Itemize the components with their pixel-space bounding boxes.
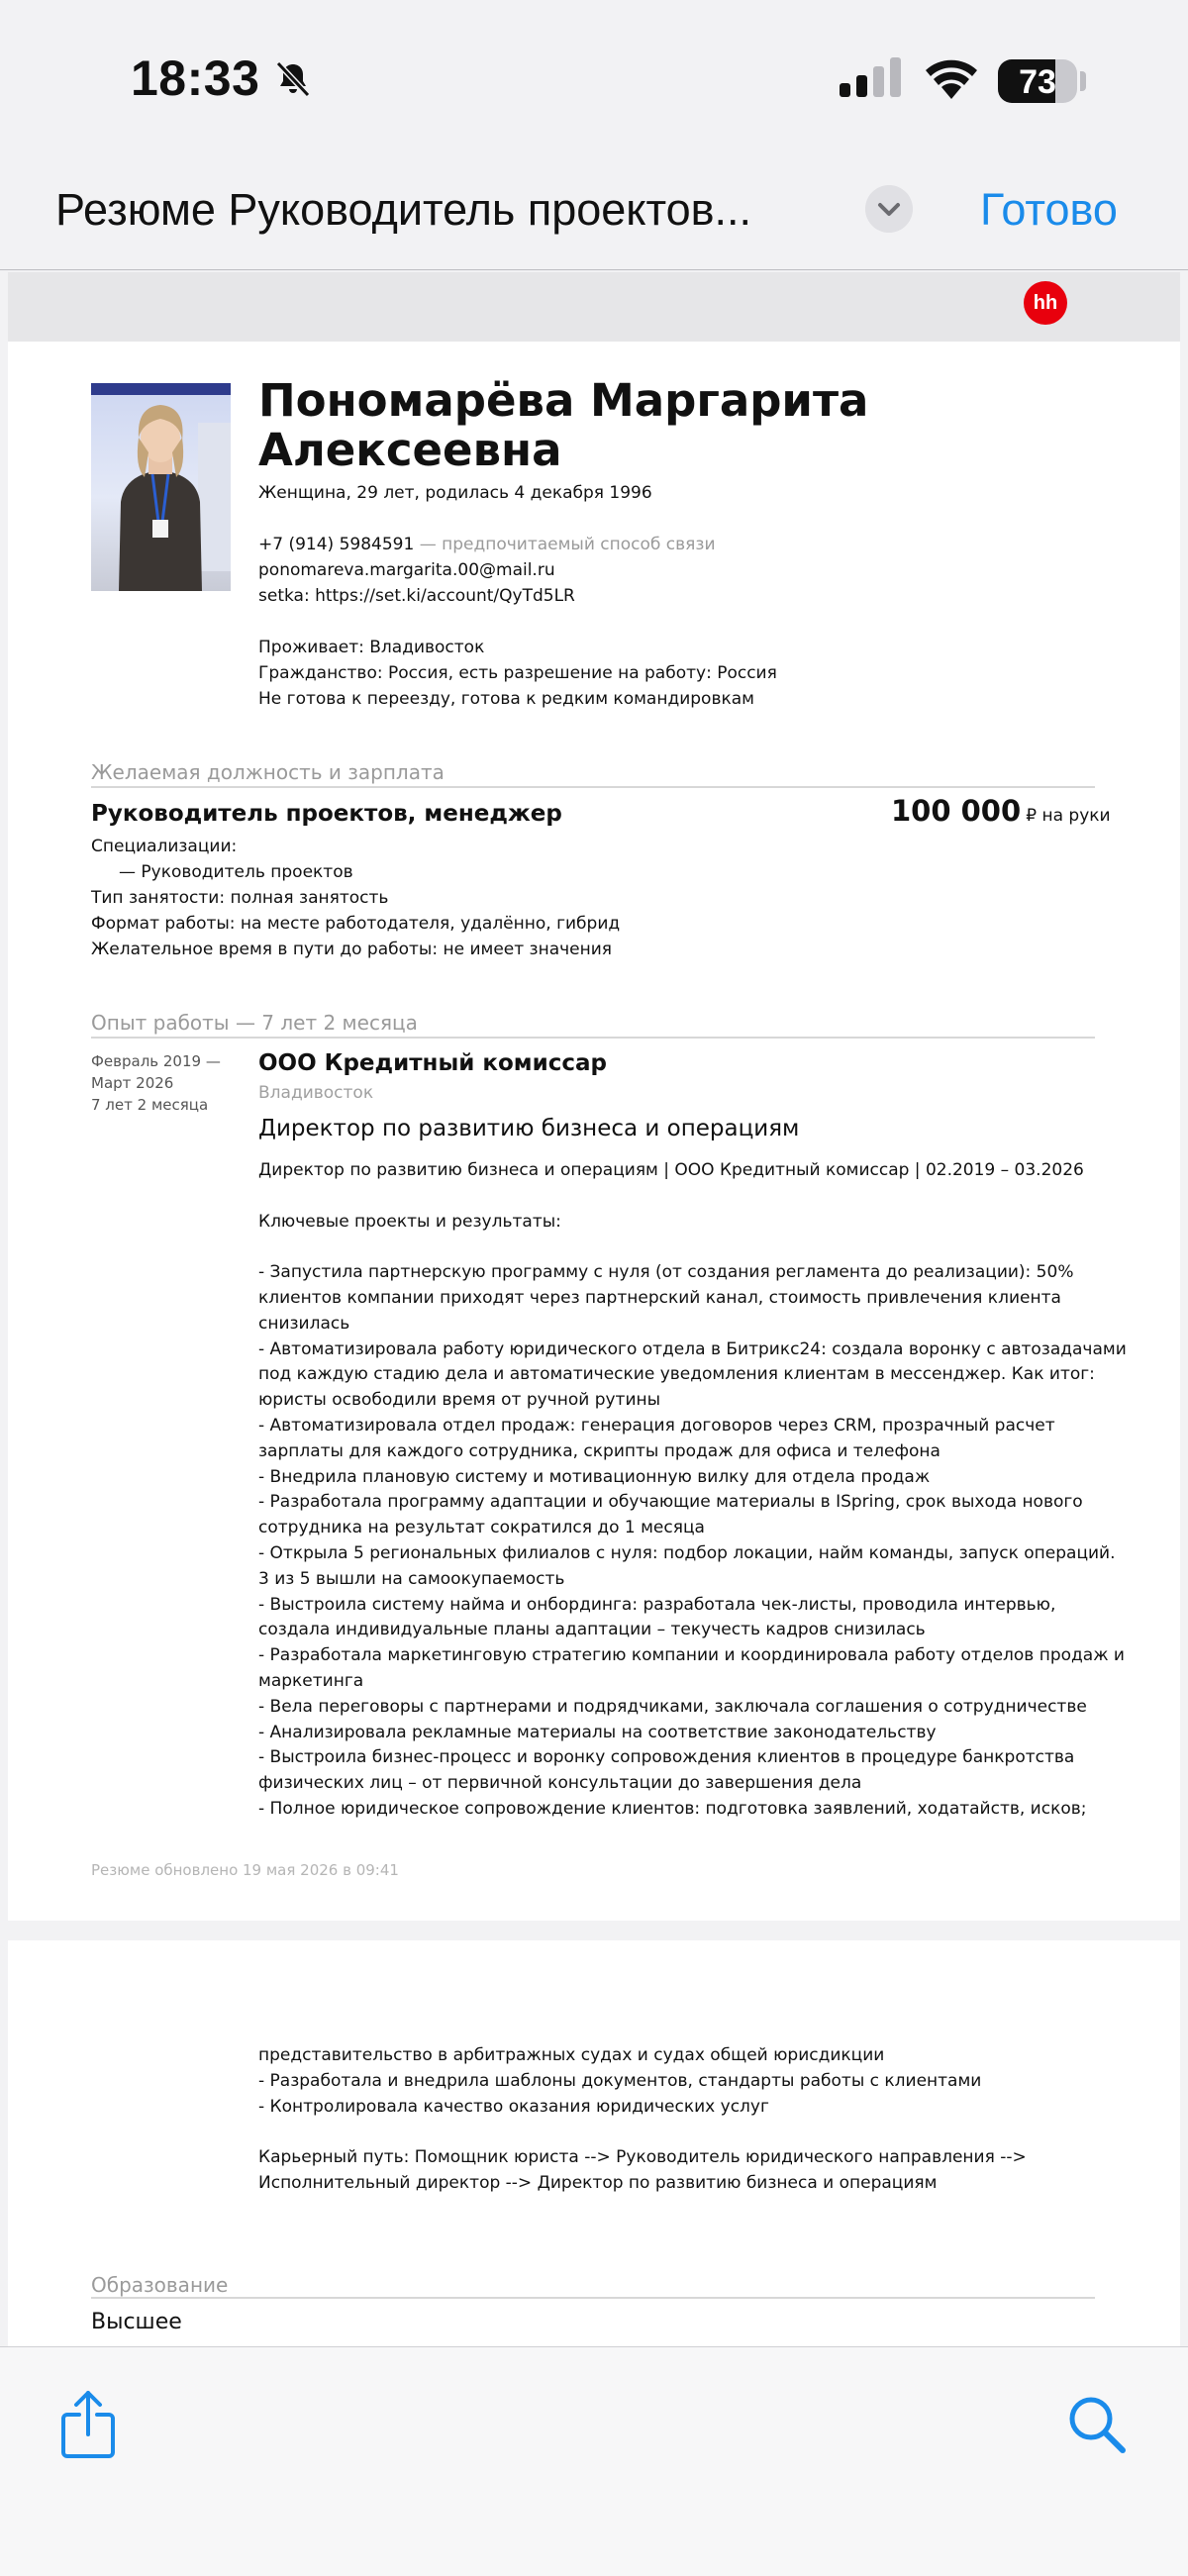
- salary-value: 100 000: [891, 794, 1022, 828]
- description-line: [258, 1235, 1127, 1260]
- section-title-desired: Желаемая должность и зарплата: [91, 760, 445, 784]
- description-line: - Автоматизировала работу юридического отдела в Битрикс24: создала воронку с автозадачами: [258, 1338, 1127, 1359]
- section-title-experience: Опыт работы — 7 лет 2 месяца: [91, 1011, 418, 1035]
- document-title[interactable]: Резюме Руководитель проектов...: [55, 184, 752, 235]
- description-line: - Полное юридическое сопровождение клиентов: подготовка заявлений, ходатайств, исков;: [258, 1798, 1087, 1819]
- description-line: зарплаты для каждого сотрудника, скрипты продаж для офиса и телефона: [258, 1440, 940, 1461]
- battery-icon: [998, 59, 1077, 103]
- battery-cap: [1080, 71, 1086, 91]
- description-line: Директор по развитию бизнеса и операциям | ООО Кредитный комиссар | 02.2019 – 03.2026: [258, 1160, 1084, 1180]
- description-line: сотрудника на результат сократился до 1 месяца: [258, 1518, 705, 1538]
- battery-percent: 73: [1019, 63, 1056, 101]
- description-line: снизилась: [258, 1313, 350, 1334]
- description-line: - Выстроила бизнес-процесс и воронку сопровождения клиентов в процедуре банкротства: [258, 1747, 1075, 1768]
- company-city: Владивосток: [258, 1083, 374, 1103]
- section-divider: [91, 2297, 1095, 2299]
- description-line: физических лиц – от первичной консультации до завершения дела: [258, 1773, 862, 1794]
- person-photo-illustration: [91, 383, 231, 591]
- salary-row: [891, 794, 1111, 828]
- done-button[interactable]: Готово: [980, 184, 1118, 235]
- document-header-strip: [8, 272, 1180, 342]
- phone-note: — предпочитаемый способ связи: [414, 535, 716, 554]
- nav-divider: [0, 269, 1188, 270]
- description-line: Карьерный путь: Помощник юриста --> Руководитель юридического направления -->: [258, 2147, 1027, 2168]
- bottom-toolbar: [0, 2346, 1188, 2576]
- experience-period-end: Март 2026: [91, 1074, 174, 1092]
- description-line: Исполнительный директор --> Директор по развитию бизнеса и операциям: [258, 2172, 938, 2193]
- salary-suffix: ₽ на руки: [1026, 806, 1111, 826]
- work-format: Формат работы: на месте работодателя, удалённо, гибрид: [91, 914, 621, 934]
- wifi-icon: [923, 55, 980, 99]
- email-link[interactable]: ponomareva.margarita.00@mail.ru: [258, 560, 555, 580]
- description-line: представительство в арбитражных судах и судах общей юрисдикции: [258, 2045, 885, 2065]
- commute-time: Желательное время в пути до работы: не имеет значения: [91, 940, 613, 959]
- experience-period-start: Февраль 2019 —: [91, 1052, 221, 1070]
- job-description-page2: [258, 2043, 1027, 2197]
- description-line: клиентов компании приходят через партнерский канал, стоимость привлечения клиента: [258, 1287, 1061, 1308]
- description-line: - Выстроила систему найма и онбординга: разработала чек-листы, проводила интервью,: [258, 1594, 1056, 1615]
- clock: 18:33: [131, 50, 260, 106]
- description-line: - Вела переговоры с партнерами и подрядчиками, заключала соглашения о сотрудничестве: [258, 1696, 1087, 1717]
- desired-position-title: Руководитель проектов, менеджер: [91, 801, 562, 827]
- hh-logo: hh: [1024, 281, 1067, 325]
- job-position: Директор по развитию бизнеса и операциям: [258, 1116, 800, 1141]
- description-line: - Разработала и внедрила шаблоны документов, стандарты работы с клиентами: [258, 2070, 982, 2091]
- share-icon[interactable]: [59, 2389, 117, 2460]
- education-level: Высшее: [91, 2310, 182, 2334]
- description-line: - Открыла 5 региональных филиалов с нуля: подбор локации, найм команды, запуск операций.: [258, 1542, 1116, 1563]
- residence: Проживает: Владивосток: [258, 638, 485, 657]
- setka-link[interactable]: setka: https://set.ki/account/QyTd5LR: [258, 586, 575, 606]
- chevron-down-icon[interactable]: [865, 185, 913, 233]
- bell-muted-icon: [273, 59, 313, 99]
- citizenship: Гражданство: Россия, есть разрешение на работу: Россия: [258, 663, 777, 683]
- description-line: - Разработала программу адаптации и обучающие материалы в ISpring, срок выхода нового: [258, 1492, 1083, 1513]
- description-line: - Внедрила плановую систему и мотивационную вилку для отдела продаж: [258, 1466, 931, 1487]
- description-line: [258, 1184, 1127, 1210]
- specializations-label: Специализации:: [91, 837, 238, 856]
- relocation: Не готова к переезду, готова к редким командировкам: [258, 689, 754, 709]
- cellular-signal-icon: [840, 57, 903, 97]
- search-icon[interactable]: [1067, 2395, 1127, 2454]
- description-line: - Анализировала рекламные материалы на соответствие законодательству: [258, 1722, 937, 1742]
- candidate-name-line1: Пономарёва Маргарита: [258, 374, 869, 427]
- candidate-info: Женщина, 29 лет, родилась 4 декабря 1996: [258, 483, 652, 503]
- description-line: 3 из 5 вышли на самоокупаемость: [258, 1568, 565, 1589]
- phone-number[interactable]: +7 (914) 5984591: [258, 535, 415, 554]
- profile-photo: [91, 383, 231, 591]
- description-line: - Контролировала качество оказания юридических услуг: [258, 2096, 769, 2117]
- resume-updated: Резюме обновлено 19 мая 2026 в 09:41: [91, 1861, 399, 1879]
- description-line: маркетинга: [258, 1670, 364, 1691]
- description-line: юристы освободили время от ручной рутины: [258, 1390, 661, 1411]
- company-name: ООО Кредитный комиссар: [258, 1050, 607, 1076]
- section-divider: [91, 786, 1095, 788]
- section-title-education: Образование: [91, 2273, 229, 2297]
- status-bar: [0, 0, 1188, 149]
- specialization-item: — Руководитель проектов: [119, 862, 353, 882]
- description-line: под каждую стадию дела и автоматические уведомления клиентам в мессенджер. Как итог:: [258, 1364, 1095, 1385]
- contact-phone-row: [258, 535, 716, 554]
- description-line: - Разработала маркетинговую стратегию компании и координировала работу отделов продаж и: [258, 1645, 1125, 1666]
- section-divider: [91, 1037, 1095, 1039]
- employment-type: Тип занятости: полная занятость: [91, 888, 389, 908]
- experience-duration: 7 лет 2 месяца: [91, 1096, 209, 1114]
- description-line: - Автоматизировала отдел продаж: генерация договоров через CRM, прозрачный расчет: [258, 1415, 1055, 1436]
- job-description-page1: [258, 1158, 1127, 1823]
- candidate-name-line2: Алексеевна: [258, 424, 562, 476]
- description-line: [258, 2120, 1027, 2145]
- description-line: - Запустила партнерскую программу с нуля (от создания регламента до реализации): 50%: [258, 1262, 1074, 1283]
- description-line: Ключевые проекты и результаты:: [258, 1211, 561, 1232]
- description-line: создала индивидуальные планы адаптации – текучесть кадров снизилась: [258, 1620, 926, 1640]
